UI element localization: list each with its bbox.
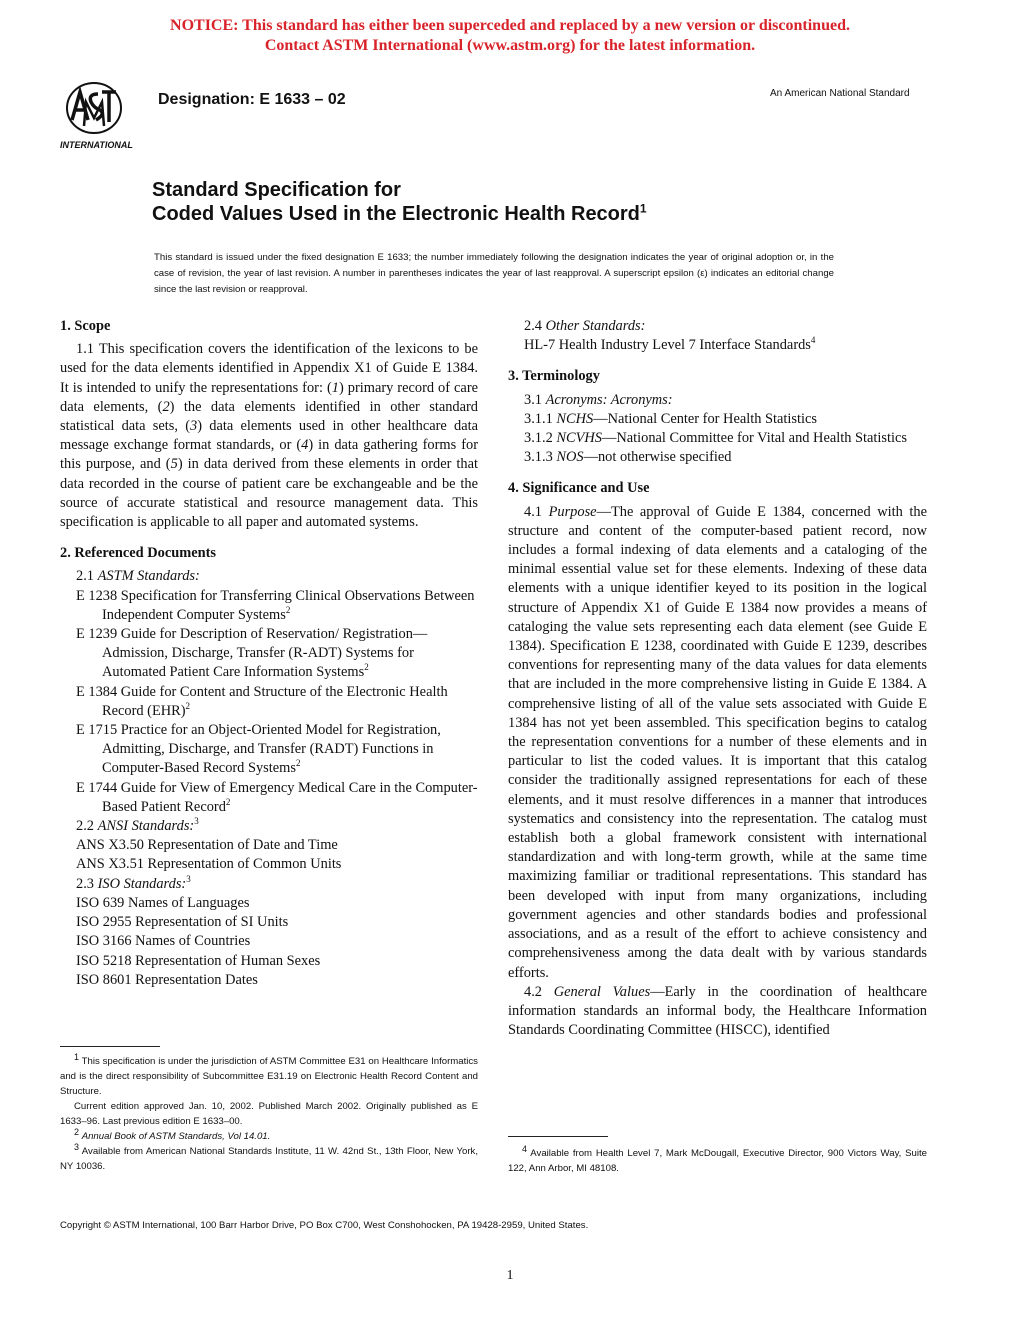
copyright: Copyright © ASTM International, 100 Barr Harbor Drive, PO Box C700, West Conshohocken, PA 19428-2959, United States. xyxy=(60,1220,589,1231)
national-standard: An American National Standard xyxy=(770,88,910,99)
significance-heading: 4. Significance and Use xyxy=(508,480,650,497)
left-footnotes xyxy=(60,1051,478,1174)
iso-reference: ISO 3166 Names of Countries xyxy=(76,933,251,950)
title-line-2 xyxy=(152,202,647,226)
right-column xyxy=(508,317,927,1040)
refdocs-heading: 2. Referenced Documents xyxy=(60,545,216,562)
ansi-reference: ANS X3.51 Representation of Common Units xyxy=(76,856,342,873)
title-line-1: Standard Specification for xyxy=(152,179,401,201)
acronym-list xyxy=(508,410,927,468)
iso-reference: ISO 8601 Representation Dates xyxy=(76,971,258,988)
astm-reference: E 1744 Guide for View of Emergency Medical Care in the Computer-Based Patient Record$^2$ xyxy=(76,779,478,815)
iso-reference-list xyxy=(60,894,478,990)
issued-note: This standard is issued under the fixed designation E 1633; the number immediately following the designation indicates the year of original adoption or, in the case of revision, the year of last revision. A number in parentheses indicates the year of last reapproval. A superscript epsilon (ε) indicates an editorial change since the last revision or reapproval. xyxy=(154,252,834,295)
ansi-standards-label: 2.2 ANSI Standards:$^3$ xyxy=(76,816,199,835)
designation: Designation: E 1633 – 02 xyxy=(158,91,346,108)
footnote-1b: Current edition approved Jan. 10, 2002. Published March 2002. Originally published as E 1633–96. Last previous edition E 1633–00. xyxy=(60,1101,478,1127)
astm-reference: E 1239 Guide for Description of Reservation/ Registration—Admission, Discharge, Transfer (R-ADT) Systems for Automated Patient Care Information Systems$^2$ xyxy=(76,626,428,681)
other-standards-label: 2.4 Other Standards: xyxy=(524,318,646,334)
astm-reference: E 1238 Specification for Transferring Clinical Observations Between Independent Computer Systems$^2$ xyxy=(76,587,475,623)
left-column xyxy=(60,317,478,990)
footnote-4: $^4$ Available from Health Level 7, Mark McDougall, Executive Director, 900 Victors Way, Suite 122, Ann Arbor, MI 48108. xyxy=(508,1143,927,1174)
astm-reference-list xyxy=(60,587,478,817)
acronym-item: 3.1.1 NCHS—National Center for Health Statistics xyxy=(524,410,817,427)
acronym-item: 3.1.3 NOS—not otherwise specified xyxy=(524,449,732,466)
right-footnotes xyxy=(508,1143,927,1176)
astm-reference: E 1384 Guide for Content and Structure of the Electronic Health Record (EHR)$^2$ xyxy=(76,683,448,719)
astm-logo xyxy=(58,80,148,152)
acronyms-label: 3.1 Acronyms: Acronyms: xyxy=(524,391,673,408)
purpose-paragraph: 4.1 Purpose—The approval of Guide E 1384, concerned with the structure and content of the computer-based patient record, now includes a formal indexing of data elements and a cataloging of the minimal essential value set for these elements. Indexing of these data elements with a unique identifier keyed to its position in the logical structure of Appendix X1 of Guide E 1384 now provides a means of cataloging the value sets representing each data element (see Guide E 1384). Specification E 1238, coordinated with Guide E 1239, describes conventions for representing many of the data values for data elements that are included in the more comprehensive listing in Guide E 1384. A comprehensive listing of all of the value sets associated with Guide E 1384 has not yet been assembled. This specification begins to catalog the representation conventions for a number of these elements and in particular to list the coded values. It is important that this catalog consider the traditionally assigned representations for each of these elements, and it must resolve differences in a manner that introduces systematics and consistency into the representation. The catalog must establish both a global framework consistent with international standardization and with long-term growth, while at the same time maximizing familiar or traditional representations. This standard has been developed with input from many organizations, including government agencies and other standards bodies and professional associations, and as a result of the effort to achieve consistency and comprehensiveness among the data dealt with by various standards efforts. xyxy=(508,503,927,981)
footnote-rule-left xyxy=(60,1046,160,1047)
acronym-item: 3.1.2 NCVHS—National Committee for Vital and Health Statistics xyxy=(524,430,907,447)
astm-reference: E 1715 Practice for an Object-Oriented Model for Registration, Admitting, Discharge, and Transfer (RADT) Functions in Computer-Based Record Systems$^2$ xyxy=(76,722,441,777)
notice-line-1: NOTICE: This standard has either been superceded and replaced by a new version or discontinued. xyxy=(170,17,850,34)
footnote-2: $^2$ Annual Book of ASTM Standards, Vol 14.01. xyxy=(74,1126,271,1142)
page-number: 1 xyxy=(506,1268,514,1283)
terminology-heading: 3. Terminology xyxy=(508,368,600,385)
iso-reference: ISO 2955 Representation of SI Units xyxy=(76,914,289,931)
iso-standards-label: 2.3 ISO Standards:$^3$ xyxy=(76,873,191,892)
hl7-reference: HL-7 Health Industry Level 7 Interface Standards$^4$ xyxy=(524,335,816,354)
title-text: Coded Values Used in the Electronic Health Record xyxy=(152,203,640,225)
title-footnote-ref: 1 xyxy=(639,201,647,216)
ansi-reference-list xyxy=(60,836,478,874)
notice-line-2: Contact ASTM International (www.astm.org) for the latest information. xyxy=(264,37,756,54)
scope-heading: 1. Scope xyxy=(60,318,111,334)
iso-reference: ISO 639 Names of Languages xyxy=(76,894,250,911)
astm-logo-icon xyxy=(58,80,148,152)
footnote-rule-right xyxy=(508,1136,608,1137)
scope-paragraph: 1.1 This specification covers the identification of the lexicons to be used for the data elements identified in Appendix X1 of Guide E 1384. It is intended to unify the representations for: (1) primary record of care data elements, (2) the data elements identified in other standard statistical data sets, (3) data elements used in other healthcare data message exchange format standards, or (4) in data gathering forms for this purpose, and (5) in data derived from these elements in order that data recorded in the course of patient care be exchangeable and be the source of accurate statistical and resource management data. This specification is applicable to all paper and automated systems. xyxy=(60,341,478,531)
general-values-paragraph: 4.2 General Values—Early in the coordination of healthcare information standards an informal body, the Healthcare Information Standards Coordinating Committee (HISCC), identified xyxy=(508,983,928,1039)
ansi-reference: ANS X3.50 Representation of Date and Time xyxy=(76,837,338,854)
footnote-1: $^1$ This specification is under the jurisdiction of ASTM Committee E31 on Healthcare Informatics and is the direct responsibility of Subcommittee E31.19 on Electronic Health Record Content and Structure. xyxy=(60,1051,478,1097)
logo-text: INTERNATIONAL xyxy=(60,140,133,150)
iso-reference: ISO 5218 Representation of Human Sexes xyxy=(76,952,321,969)
astm-standards-label: 2.1 ASTM Standards: xyxy=(76,568,200,585)
footnote-3: $^3$ Available from American National Standards Institute, 11 W. 42nd St., 13th Floor, New York, NY 10036. xyxy=(60,1141,478,1172)
